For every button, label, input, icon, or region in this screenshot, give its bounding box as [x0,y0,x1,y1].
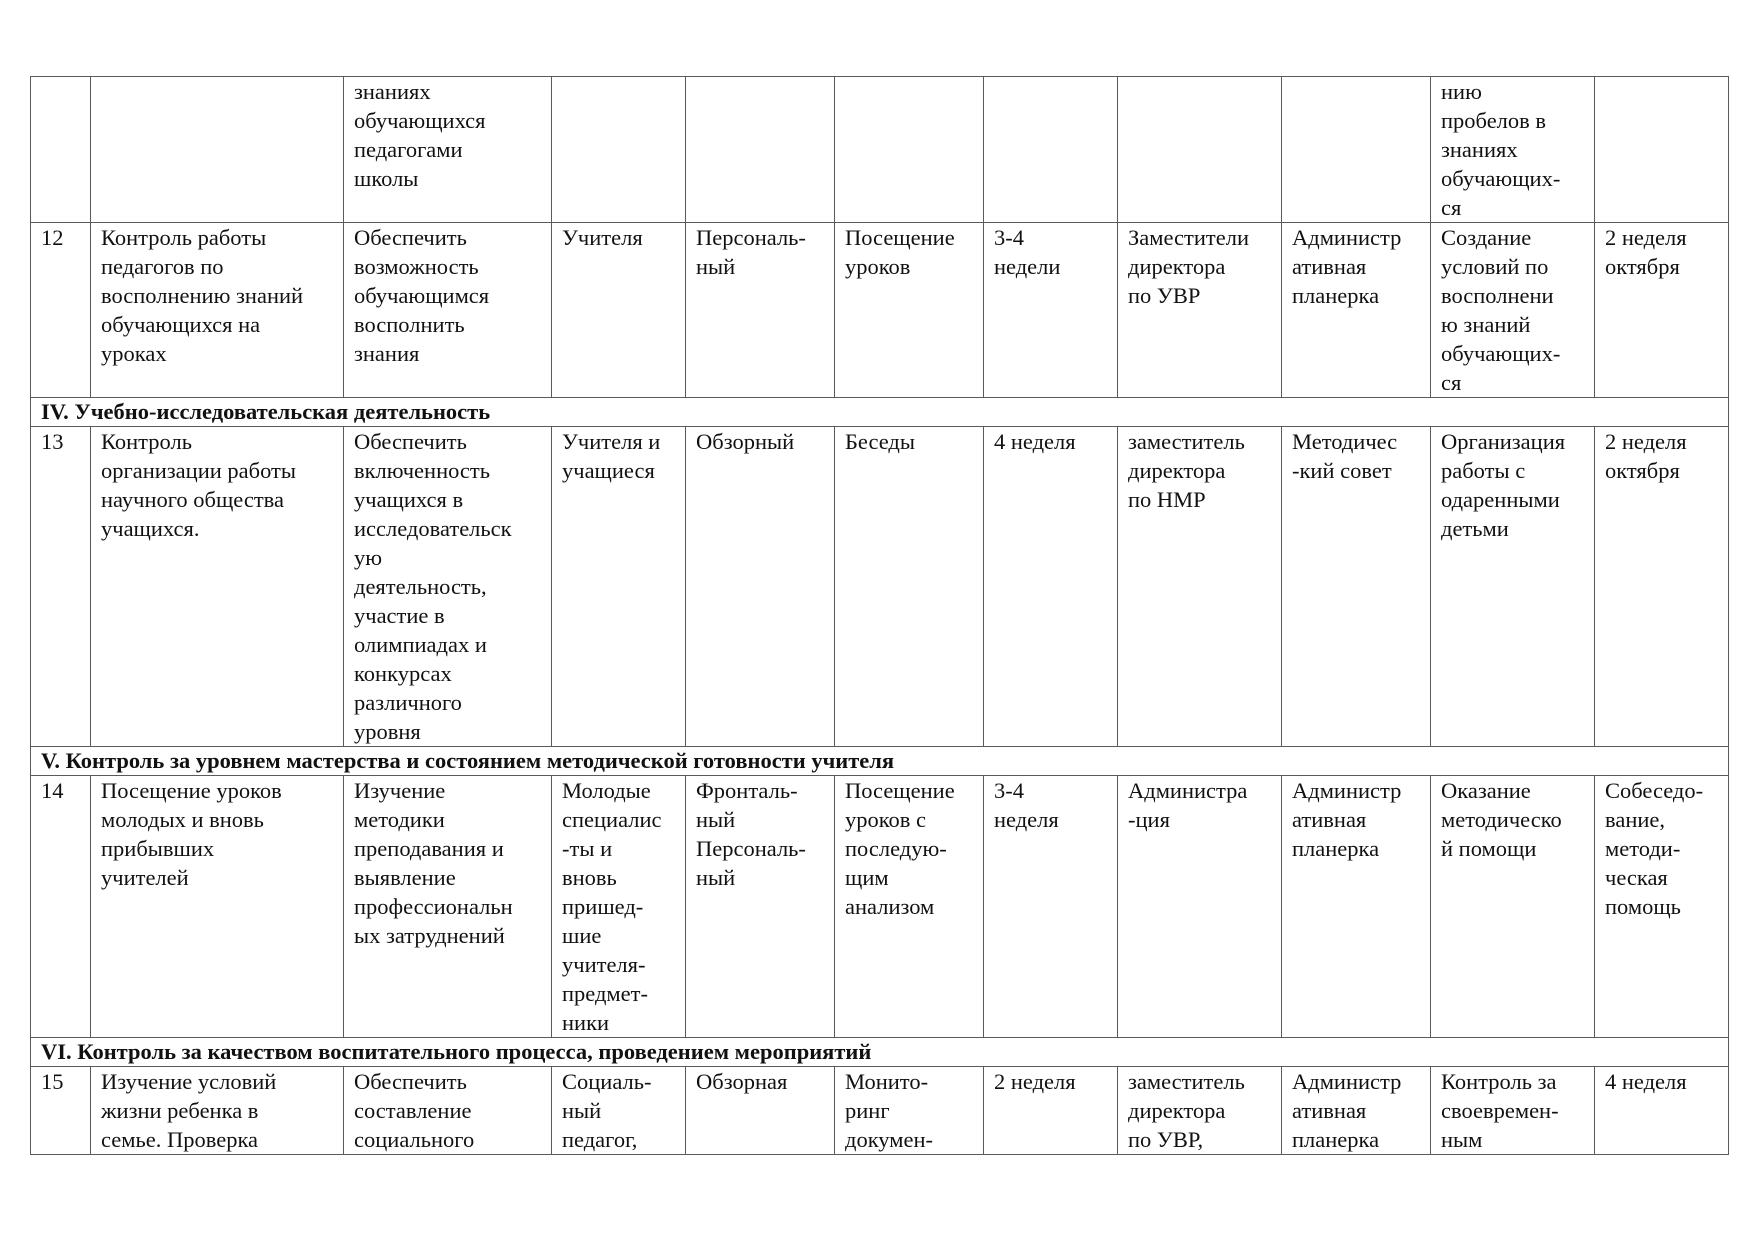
cell-text-line: жизни ребенка в [101,1098,259,1123]
cell-text-line: Методичес [1292,429,1398,454]
cell-completion-term [1595,427,1729,747]
cell-text-line: учителя- [562,952,646,977]
cell-text-line: Обзорная [696,1069,788,1094]
cell-control-timing [984,1067,1118,1155]
cell-text-line: по УВР, [1128,1127,1204,1152]
cell-completion-term [1595,223,1729,398]
cell-text-line: возможность [354,254,479,279]
cell-text-line: помощь [1605,894,1681,919]
cell-text-line: Обеспечить [354,429,467,454]
cell-control-goal [344,427,552,747]
cell-text-line: ативная [1292,807,1367,832]
cell-text-line: обучающихся на [101,312,261,337]
cell-text-line: 2 неделя [994,1069,1076,1094]
cell-text-line: включенность [354,458,491,483]
cell-text-line: вновь [562,865,617,890]
cell-text-line: профессиональн [354,894,513,919]
cell-text-line: участие в [354,603,445,628]
cell-text-line: октября [1605,458,1680,483]
cell-text-line: педагогами [354,137,463,162]
cell-text-line: Социаль- [562,1069,652,1094]
cell-text-line: педагогов по [101,254,224,279]
cell-row-number [31,77,91,223]
cell-control-subject [91,223,344,398]
cell-control-object [552,776,686,1038]
section-header-row [31,398,1729,427]
cell-text-line: Контроль работы [101,225,267,250]
control-plan-table [30,76,1729,1155]
cell-responsible [1118,223,1282,398]
cell-text-line: конкурсах [354,661,452,686]
cell-control-subject [91,77,344,223]
cell-review-place [1282,77,1431,223]
cell-control-method [835,223,984,398]
cell-control-method [835,77,984,223]
cell-text-line: Администр [1292,225,1402,250]
cell-text-line: работы с [1441,458,1526,483]
cell-text-line: восполнени [1441,283,1554,308]
table-row [31,1067,1729,1155]
cell-text-line: ринг [845,1098,890,1123]
cell-text-line: нию [1441,79,1482,104]
cell-review-place [1282,427,1431,747]
cell-control-type [686,223,835,398]
cell-text-line: Администра [1128,778,1248,803]
cell-text-line: социального [354,1127,475,1152]
cell-completion-term [1595,1067,1729,1155]
cell-review-place [1282,1067,1431,1155]
cell-text-line: недели [994,254,1061,279]
cell-text-line: Обеспечить [354,1069,467,1094]
cell-text-line: й помощи [1441,836,1537,861]
cell-text-line: Монито- [845,1069,929,1094]
cell-control-timing [984,77,1118,223]
cell-text-line: 15 [41,1069,64,1094]
cell-text-line: Посещение [845,225,955,250]
cell-responsible [1118,1067,1282,1155]
cell-text-line: восполнить [354,312,465,337]
cell-text-line: знаниях [354,79,431,104]
cell-control-method [835,776,984,1038]
cell-control-subject [91,427,344,747]
section-header-row [31,1038,1729,1067]
cell-text-line: директора [1128,458,1226,483]
cell-text-line: Персональ- [696,225,806,250]
cell-text-line: Изучение [354,778,446,803]
cell-text-line: ю знаний [1441,312,1531,337]
cell-text-line: ативная [1292,254,1367,279]
cell-responsible [1118,776,1282,1038]
cell-text-line: составление [354,1098,472,1123]
cell-text-line: обучающих- [1441,166,1561,191]
cell-text-line: ный [696,865,736,890]
cell-control-type [686,776,835,1038]
cell-control-goal [344,1067,552,1155]
cell-responsible [1118,427,1282,747]
cell-text-line: Собеседо- [1605,778,1704,803]
cell-completion-term [1595,77,1729,223]
cell-text-line: школы [354,166,419,191]
cell-row-number [31,223,91,398]
cell-text-line: 14 [41,778,64,803]
table-row [31,223,1729,398]
cell-text-line: Организация [1441,429,1566,454]
cell-text-line: по НМР [1128,487,1206,512]
cell-text-line: заместитель [1128,429,1245,454]
cell-control-subject [91,776,344,1038]
cell-text-line: одаренными [1441,487,1560,512]
cell-text-line: анализом [845,894,935,919]
cell-text-line: пробелов в [1441,108,1547,133]
cell-text-line: Фронталь- [696,778,798,803]
cell-text-line: 4 неделя [1605,1069,1687,1094]
cell-text-line: вание, [1605,807,1666,832]
cell-control-timing [984,427,1118,747]
cell-text-line: деятельность, [354,574,487,599]
cell-text-line: ся [1441,370,1462,395]
cell-control-type [686,427,835,747]
cell-text-line: заместитель [1128,1069,1245,1094]
cell-control-timing [984,776,1118,1038]
cell-text-line: знания [354,341,420,366]
cell-text-line: обучающимся [354,283,490,308]
cell-text-line: Создание [1441,225,1532,250]
cell-text-line: молодых и вновь [101,807,264,832]
cell-text-line: своевремен- [1441,1098,1559,1123]
cell-text-line: уроках [101,341,167,366]
cell-text-line: обучающих- [1441,341,1561,366]
cell-text-line: 3-4 [994,778,1024,803]
cell-management-decision [1431,77,1595,223]
cell-text-line: Контроль за [1441,1069,1557,1094]
cell-text-line: 2 неделя [1605,429,1687,454]
cell-text-line: Посещение [845,778,955,803]
cell-management-decision [1431,776,1595,1038]
cell-text-line: шие [562,923,602,948]
cell-review-place [1282,223,1431,398]
cell-text-line: щим [845,865,889,890]
cell-text-line: -ты и [562,836,613,861]
section-title: V. Контроль за уровнем мастерства и состоянием методической готовности учителя [31,747,1729,776]
cell-text-line: последую- [845,836,947,861]
cell-text-line: планерка [1292,283,1380,308]
cell-review-place [1282,776,1431,1038]
cell-text-line: олимпиадах и [354,632,487,657]
cell-text-line: директора [1128,254,1226,279]
cell-control-object [552,77,686,223]
cell-text-line: Посещение уроков [101,778,282,803]
cell-text-line: предмет- [562,981,648,1006]
cell-text-line: уровня [354,719,421,744]
cell-text-line: методи- [1605,836,1681,861]
cell-text-line: Заместители [1128,225,1249,250]
cell-text-line: пришед- [562,894,644,919]
cell-text-line: планерка [1292,836,1380,861]
cell-management-decision [1431,427,1595,747]
cell-text-line: Молодые [562,778,651,803]
cell-text-line: восполнению знаний [101,283,304,308]
cell-management-decision [1431,223,1595,398]
cell-text-line: Изучение условий [101,1069,277,1094]
cell-control-method [835,1067,984,1155]
section-header-row [31,747,1729,776]
table-row [31,427,1729,747]
cell-control-goal [344,776,552,1038]
cell-text-line: ся [1441,195,1462,220]
cell-text-line: планерка [1292,1127,1380,1152]
cell-text-line: организации работы [101,458,297,483]
cell-text-line: 3-4 [994,225,1024,250]
cell-text-line: научного общества [101,487,284,512]
cell-text-line: докумен- [845,1127,934,1152]
cell-control-timing [984,223,1118,398]
cell-text-line: преподавания и [354,836,504,861]
cell-row-number [31,1067,91,1155]
section-title: VI. Контроль за качеством воспитательного процесса, проведением мероприятий [31,1038,1729,1067]
cell-text-line: 4 неделя [994,429,1076,454]
cell-text-line: Беседы [845,429,915,454]
cell-text-line: 12 [41,225,64,250]
cell-management-decision [1431,1067,1595,1155]
cell-text-line: ный [562,1098,602,1123]
cell-text-line: Обзорный [696,429,795,454]
cell-text-line: учащиеся [562,458,655,483]
cell-text-line: директора [1128,1098,1226,1123]
cell-text-line: обучающихся [354,108,486,133]
cell-text-line: различного [354,690,462,715]
cell-text-line: Обеспечить [354,225,467,250]
cell-text-line: детьми [1441,516,1509,541]
cell-text-line: исследовательск [354,516,512,541]
cell-text-line: Персональ- [696,836,806,861]
cell-text-line: ативная [1292,1098,1367,1123]
cell-control-goal [344,223,552,398]
cell-text-line: по УВР [1128,283,1201,308]
cell-control-subject [91,1067,344,1155]
cell-text-line: условий по [1441,254,1549,279]
cell-text-line: Оказание [1441,778,1531,803]
cell-control-goal [344,77,552,223]
cell-text-line: семье. Проверка [101,1127,259,1152]
cell-text-line: Учителя и [562,429,661,454]
cell-text-line: октября [1605,254,1680,279]
cell-text-line: неделя [994,807,1059,832]
cell-text-line: ный [696,807,736,832]
cell-text-line: -кий совет [1292,458,1392,483]
table-row [31,77,1729,223]
cell-text-line: педагог, [562,1127,638,1152]
cell-control-type [686,1067,835,1155]
cell-control-object [552,223,686,398]
cell-responsible [1118,77,1282,223]
table-row [31,776,1729,1038]
cell-text-line: методическо [1441,807,1562,832]
cell-text-line: Контроль [101,429,192,454]
cell-text-line: уроков [845,254,911,279]
cell-text-line: ным [1441,1127,1483,1152]
cell-text-line: специалис [562,807,662,832]
cell-text-line: прибывших [101,836,215,861]
cell-text-line: ческая [1605,865,1668,890]
cell-text-line: методики [354,807,445,832]
cell-row-number [31,427,91,747]
cell-text-line: Учителя [562,225,643,250]
cell-text-line: 13 [41,429,64,454]
cell-text-line: Администр [1292,1069,1402,1094]
cell-text-line: учителей [101,865,189,890]
cell-text-line: 2 неделя [1605,225,1687,250]
cell-text-line: учащихся. [101,516,200,541]
cell-text-line: ный [696,254,736,279]
cell-text-line: выявление [354,865,456,890]
cell-completion-term [1595,776,1729,1038]
cell-row-number [31,776,91,1038]
cell-text-line: ую [354,545,383,570]
cell-text-line: уроков с [845,807,927,832]
cell-control-object [552,427,686,747]
cell-control-type [686,77,835,223]
cell-text-line: учащихся в [354,487,464,512]
cell-text-line: ники [562,1010,610,1035]
cell-text-line: ых затруднений [354,923,505,948]
cell-text-line: знаниях [1441,137,1518,162]
cell-control-method [835,427,984,747]
section-title: IV. Учебно-исследовательская деятельность [31,398,1729,427]
cell-text-line: -ция [1128,807,1170,832]
cell-control-object [552,1067,686,1155]
cell-text-line: Администр [1292,778,1402,803]
